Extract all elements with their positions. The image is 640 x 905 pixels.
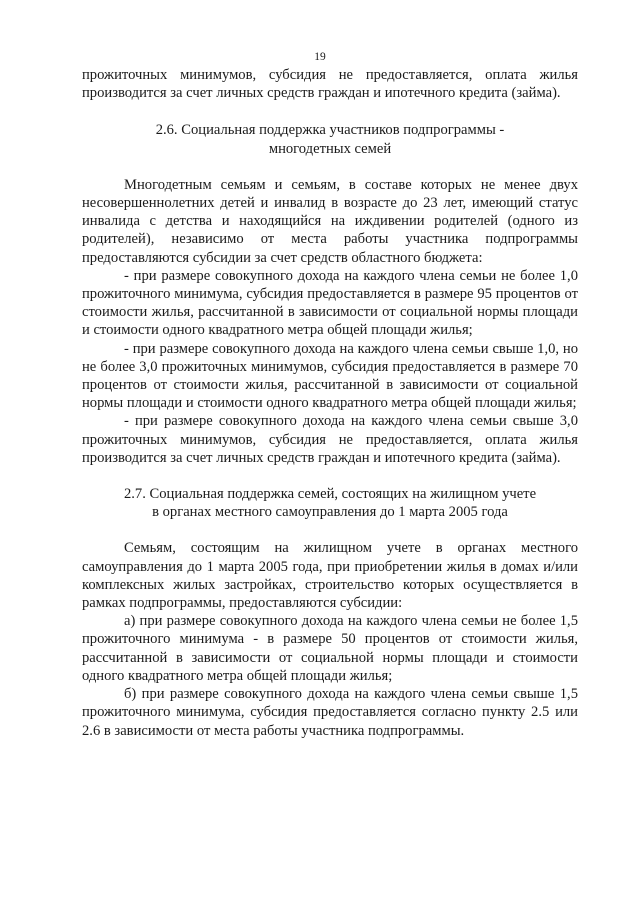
section-2-6-list-item: - при размере совокупного дохода на каждого члена семьи свыше 3,0 прожиточных минимумов, субсидия не предоставляется, оплата жилья производится за счет личных средств граждан и ипотечного кредита (займа). — [82, 413, 578, 466]
section-2-6-paragraph: Многодетным семьям и семьям, в составе которых не менее двух несовершеннолетних детей и инвалид в возрасте до 23 лет, имеющий статус инвалида с детства и находящийся на иждивении родителей (одного из родителей), независимо от места работы участника подпрограммы предоставляются субсидии за счет средств областного бюджета: — [82, 176, 578, 266]
section-2-6 — [82, 121, 578, 467]
section-2-7-list-item: б) при размере совокупного дохода на каждого члена семьи свыше 1,5 прожиточного минимума, субсидия предоставляется согласно пункту 2.5 или 2.6 в зависимости от места работы участника подпрограммы. — [82, 686, 578, 739]
section-2-6-list-item: - при размере совокупного дохода на каждого члена семьи не более 1,0 прожиточного минимума, субсидия предоставляется в размере 95 процентов от стоимости жилья, рассчитанной в зависимости от социальной нормы площади и стоимости одного квадратного метра общей площади жилья; — [82, 267, 578, 339]
document-page — [82, 50, 578, 740]
page-number: 19 — [314, 51, 326, 63]
section-2-7-heading-line1: 2.7. Социальная поддержка семей, состоящих на жилищном учете — [123, 486, 537, 503]
section-2-7 — [82, 485, 578, 740]
section-2-7-list-item: а) при размере совокупного дохода на каждого члена семьи не более 1,5 прожиточного минимума - в размере 50 процентов от стоимости жилья, рассчитанной в зависимости от социальной нормы площади и стоимости одного квадратного метра общей площади жилья; — [82, 613, 578, 684]
section-2-6-heading-line1: 2.6. Социальная поддержка участников подпрограммы - — [155, 122, 505, 139]
section-2-7-paragraph: Семьям, состоящим на жилищном учете в органах местного самоуправления до 1 марта 2005 года, при приобретении жилья в домах и/или комплексных жилых застройках, строительство которых осуществляется в рамках подпрограммы, предоставляются субсидии: — [82, 540, 578, 612]
section-2-6-heading-line2: многодетных семей — [268, 140, 392, 157]
section-2-7-heading-line2: в органах местного самоуправления до 1 марта 2005 года — [152, 504, 508, 521]
intro-paragraph: прожиточных минимумов, субсидия не предоставляется, оплата жилья производится за счет личных средств граждан и ипотечного кредита (займа). — [82, 67, 578, 102]
section-2-6-list-item: - при размере совокупного дохода на каждого члена семьи свыше 1,0, но не более 3,0 прожиточных минимумов, субсидия предоставляется в размере 70 процентов от стоимости жилья, рассчитанной в зависимости от социальной нормы площади и стоимости одного квадратного метра общей площади жилья; — [82, 340, 578, 412]
